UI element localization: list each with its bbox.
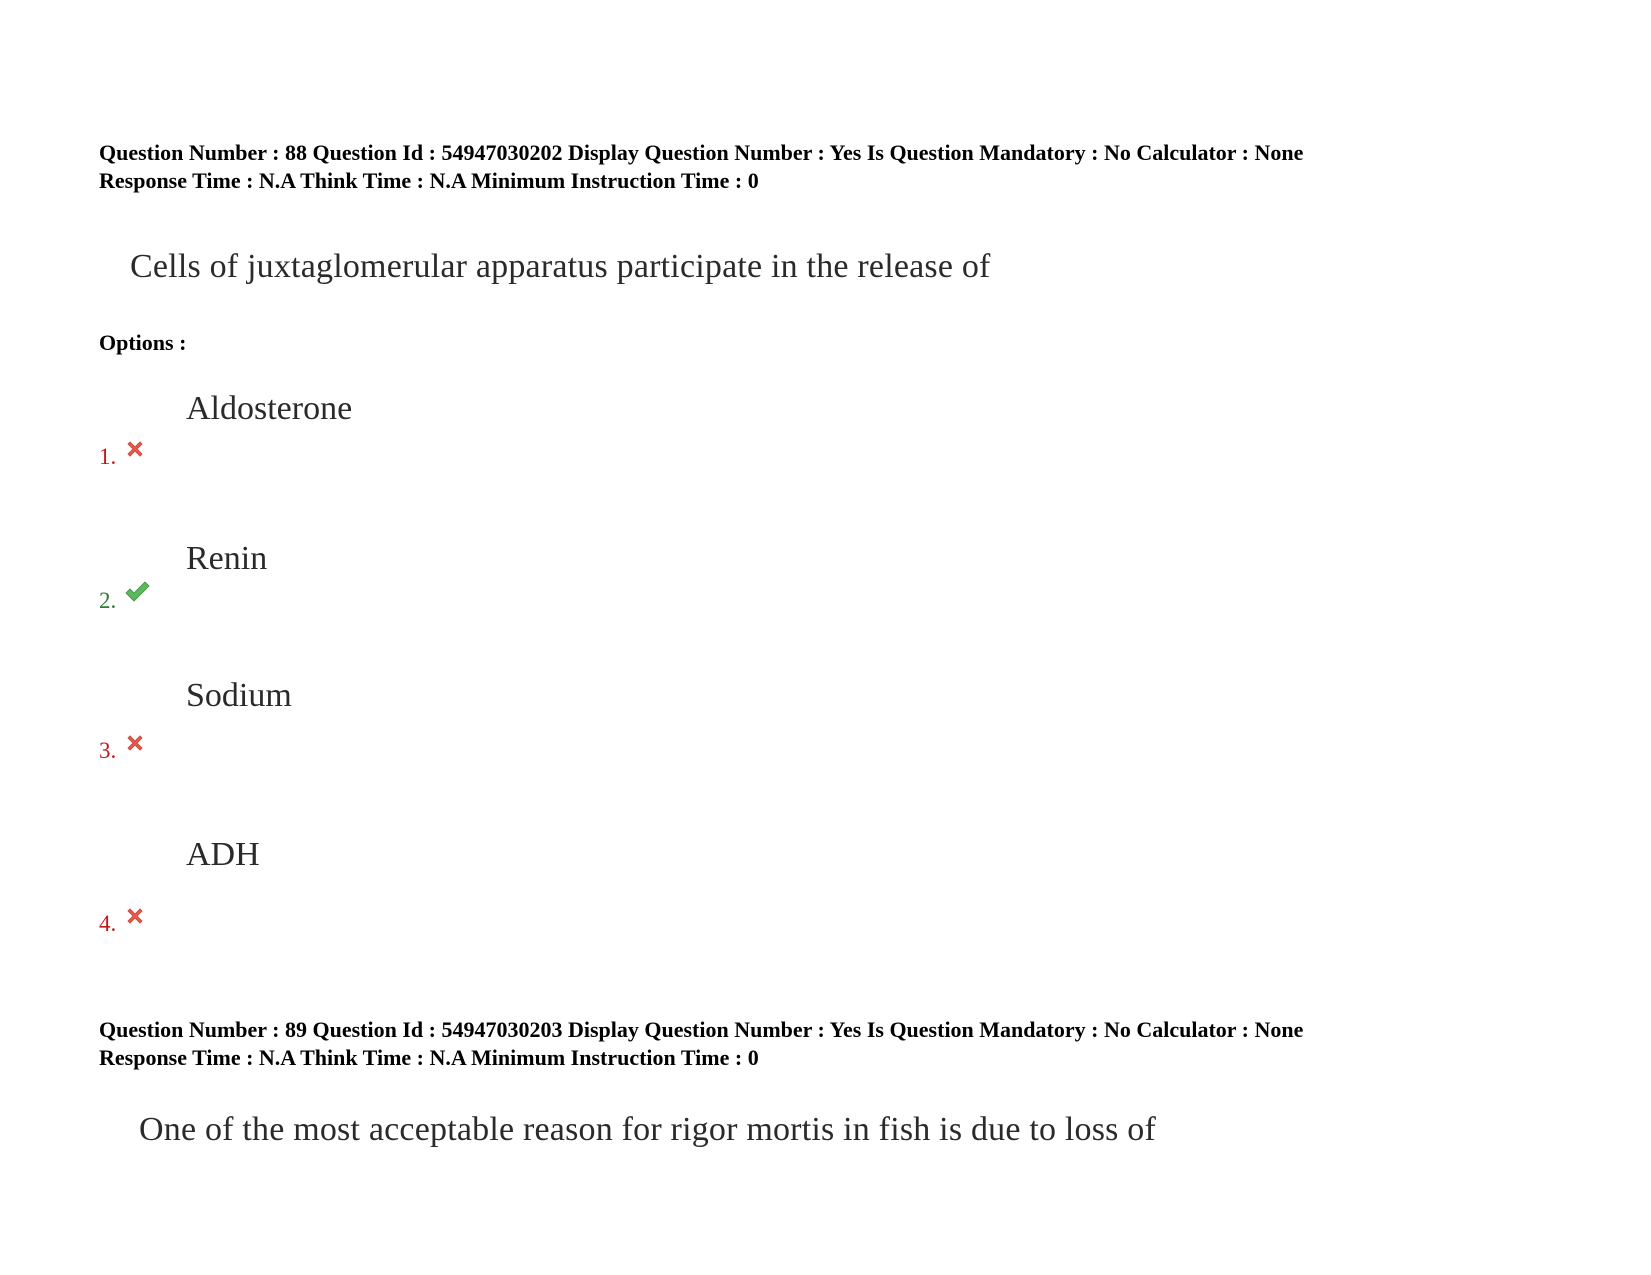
option-3-number: 3.	[99, 738, 117, 763]
option-2-text: Renin	[186, 540, 268, 577]
question-88-meta	[99, 139, 1303, 195]
option-1-marker	[99, 444, 146, 470]
question-88-text: Cells of juxtaglomerular apparatus participate in the release of	[130, 248, 991, 285]
option-4-marker	[99, 911, 146, 937]
cross-icon	[124, 438, 146, 460]
question-88-meta-line1: Question Number : 88 Question Id : 54947030202 Display Question Number : Yes Is Question Mandatory : No Calculator : None	[99, 140, 1304, 165]
cross-icon	[124, 732, 146, 754]
question-89-meta-line2: Response Time : N.A Think Time : N.A Minimum Instruction Time : 0	[99, 1045, 759, 1070]
cross-icon	[124, 905, 146, 927]
options-label: Options :	[99, 330, 187, 355]
option-4-text: ADH	[186, 836, 260, 873]
option-1-text: Aldosterone	[186, 390, 353, 427]
option-3-marker	[99, 738, 146, 764]
question-89-meta-line1: Question Number : 89 Question Id : 54947030203 Display Question Number : Yes Is Question Mandatory : No Calculator : None	[99, 1017, 1304, 1042]
question-88-meta-line2: Response Time : N.A Think Time : N.A Minimum Instruction Time : 0	[99, 168, 759, 193]
question-89-text: One of the most acceptable reason for rigor mortis in fish is due to loss of	[139, 1111, 1157, 1148]
option-3-text: Sodium	[186, 677, 292, 714]
option-1-number: 1.	[99, 444, 117, 469]
check-icon	[124, 580, 150, 604]
option-2-marker	[99, 588, 150, 614]
question-89-meta	[99, 1016, 1303, 1072]
option-4-number: 4.	[99, 911, 117, 936]
option-2-number: 2.	[99, 588, 117, 613]
